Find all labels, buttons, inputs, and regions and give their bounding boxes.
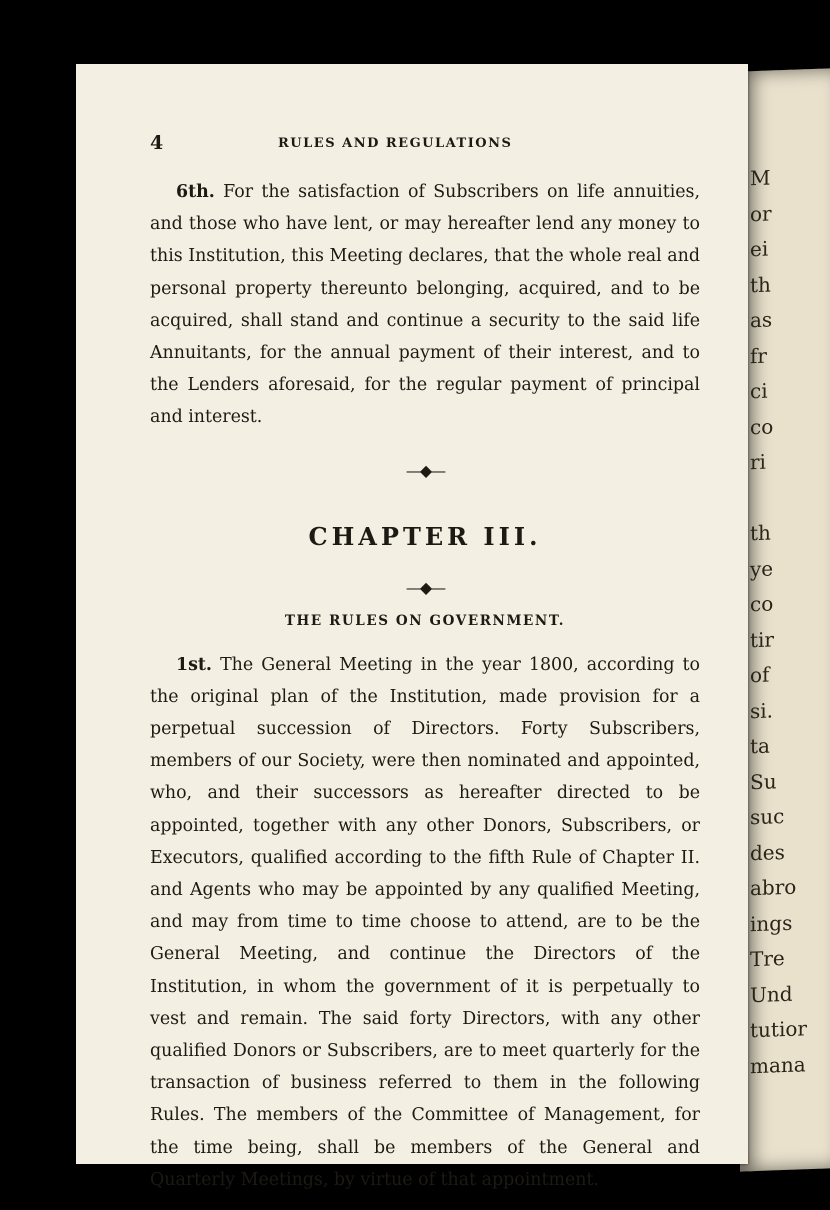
section-heading: THE RULES ON GOVERNMENT. bbox=[284, 612, 566, 629]
book-page bbox=[76, 64, 748, 1190]
rule-1-text: The General Meeting in the year 1800, according to the original plan of the Institution, made provision for a perpetual succession of Directors. Forty Subscribers, members of our Society, were then nominated and appointed, who, and their successors as hereafter directed to be appointed, together with any other Donors, Subscribers, or Executors, qualified according to the fifth Rule of Chapter II. and Agents who may be appointed by any qualified Meeting, and may from time to time choose to attend, are to be the General Meeting, and continue the Directors of the Institution, in whom the government of it is perpetually to vest and remain. The said forty Directors, with any other qualified Donors or Subscribers, are to meet quarterly for the transaction of business referred to them in the following Rules. The members of the Committee of Management, for the time being, shall be members of the General and Quarterly Meetings, by virtue of that appointment. bbox=[150, 654, 701, 1190]
facing-page-fragment: Und bbox=[750, 981, 793, 1007]
facing-page-fragment: fr bbox=[750, 343, 767, 368]
rule-6-paragraph bbox=[150, 176, 700, 434]
facing-page-fragment: of bbox=[750, 662, 770, 688]
page-content bbox=[150, 132, 700, 1196]
facing-page-fragment: ei bbox=[750, 236, 769, 262]
facing-page-fragment: suc bbox=[750, 804, 785, 830]
facing-page-fragment: Su bbox=[750, 768, 777, 794]
facing-page-fragment: co bbox=[750, 413, 774, 439]
facing-page-fragment: th bbox=[750, 271, 771, 297]
facing-page-fragment: ye bbox=[750, 555, 774, 581]
facing-page-fragment: ri bbox=[750, 449, 766, 475]
rule-6-number: 6th. bbox=[176, 182, 215, 202]
facing-page-fragment: ta bbox=[750, 733, 770, 759]
facing-page-fragment: tutior bbox=[750, 1016, 807, 1043]
facing-page-fragment: or bbox=[750, 200, 772, 226]
facing-page-fragment: abro bbox=[750, 874, 797, 901]
ornament-rule-icon: —◆— bbox=[405, 460, 445, 480]
facing-page-fragment bbox=[750, 479, 807, 516]
facing-page-fragment: des bbox=[750, 839, 785, 865]
rule-1-number: 1st. bbox=[176, 654, 212, 675]
facing-page-fragment: co bbox=[750, 591, 774, 617]
facing-page-fragment: ings bbox=[750, 910, 793, 936]
rule-6-text: For the satisfaction of Subscribers on life annuities, and those who have lent, or may hereafter lend any money to this Institution, this Meeting declares, that the whole real and personal property thereunto belonging, acquired, and to be acquired, shall stand and continue a security to the said life Annuitants, for the annual payment of their interest, and to the Lenders aforesaid, for the regular payment of principal and interest. bbox=[150, 182, 701, 428]
facing-page-fragment: si. bbox=[750, 697, 774, 723]
facing-page-fragment: Tre bbox=[750, 946, 785, 972]
facing-page-fragment: ci bbox=[750, 378, 768, 404]
facing-page-fragment: tir bbox=[750, 626, 774, 652]
chapter-heading: CHAPTER III. bbox=[308, 521, 542, 551]
facing-page bbox=[740, 68, 830, 1171]
page-number: 4 bbox=[150, 132, 164, 154]
facing-page-fragment: mana bbox=[750, 1051, 806, 1078]
running-head-title: RULES AND REGULATIONS bbox=[278, 136, 513, 151]
facing-page-fragment: th bbox=[750, 520, 771, 546]
rule-1-paragraph bbox=[150, 649, 700, 1196]
facing-page-text bbox=[750, 159, 807, 1084]
facing-page-fragment: as bbox=[750, 307, 773, 333]
running-head bbox=[150, 132, 700, 160]
facing-page-fragment: M bbox=[750, 165, 771, 191]
ornament-rule-icon: —◆— bbox=[405, 577, 445, 597]
